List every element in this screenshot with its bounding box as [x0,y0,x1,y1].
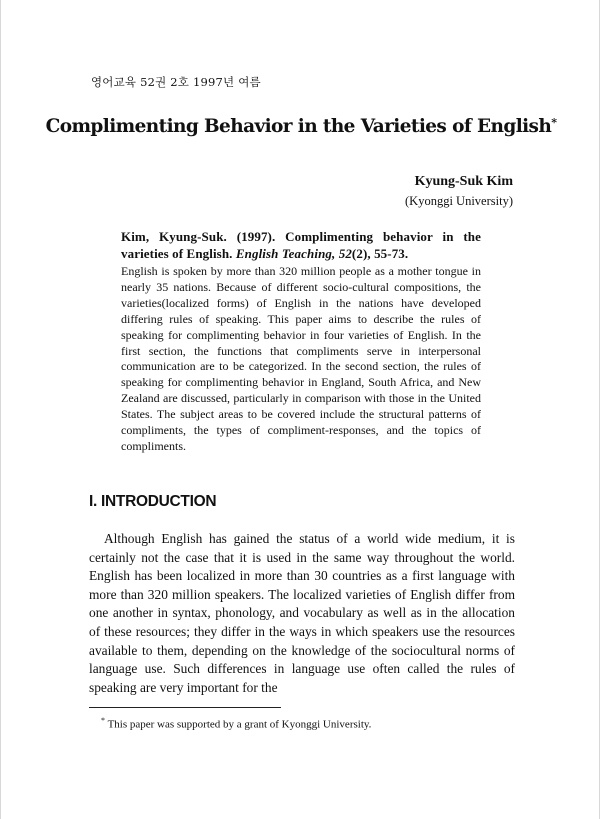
footnote-divider [89,707,281,708]
citation-authors: Kim, Kyung-Suk. (1997). Complimenting behavior in the varieties of English. [121,229,481,261]
citation-journal: English Teaching, [235,246,336,261]
author-block [405,174,513,209]
abstract-block [121,228,481,455]
citation-issue-pages: (2), 55-73. [351,246,409,261]
title-footnote-mark: * [551,116,557,129]
author-name: Kyung-Suk Kim [414,174,513,189]
citation-volume: 52 [338,246,352,261]
paper-title [1,116,600,137]
journal-header: 영어교육 52권 2호 1997년 여름 [91,75,261,89]
body-paragraph: Although English has gained the status of a world wide medium, it is certainly not the case that it is used in the same way throughout the world. English has been localized in more than 30 countries as a first language with more than 320 million speakers. The localized varieties of English differ from one another in syntax, phonology, and vocabulary as well as in the allocation of these resources; they differ in the ways in which speakers use the resources available to them, depending on the knowledge of the sociocultural norms of language use. Such differences in language use often called the rules of speaking are very important for the [89,531,515,695]
paper-title-text: Complimenting Behavior in the Varieties of English [45,116,552,137]
section-heading: I. INTRODUCTION [89,493,217,510]
footnote-text: This paper was supported by a grant of Kyonggi University. [107,718,372,731]
author-affiliation: (Kyonggi University) [405,194,513,208]
footnote [101,716,371,731]
footnote-mark: * [101,716,105,725]
abstract-text: English is spoken by more than 320 million people as a mother tongue in nearly 35 nations. Because of different socio-cultural compositions, the varieties(localized forms) of English in the nations have developed differing rules of speaking. This paper aims to describe the rules of speaking for complimenting behavior in four varieties of English. In the first section, the functions that compliments serve in interpersonal communication are to be categorized. In the second section, the rules of speaking for complimenting behavior in England, South Africa, and New Zealand are discussed, particularly in comparison with those in the United States. The subject areas to be covered include the structural patterns of compliments, the types of compliment-responses, and the topics of compliments. [121,264,481,453]
citation [121,228,481,262]
